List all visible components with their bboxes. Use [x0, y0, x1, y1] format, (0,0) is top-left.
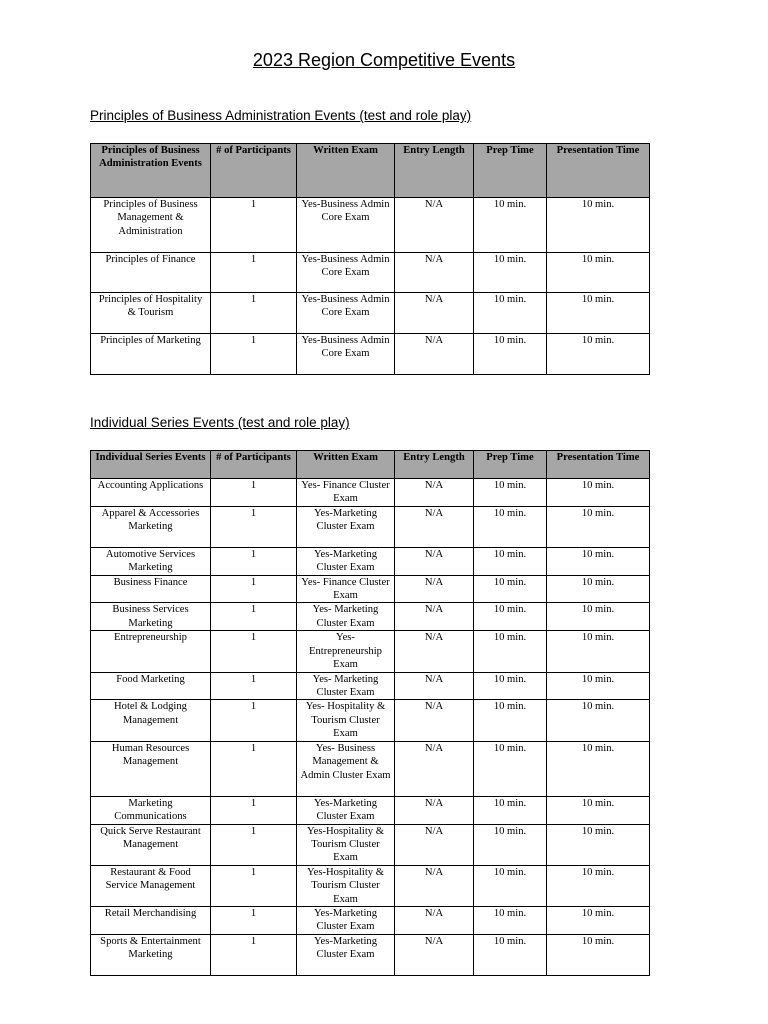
cell-entry-length: N/A: [395, 796, 474, 824]
cell-event-name: Business Services Marketing: [91, 603, 211, 631]
cell-entry-length: N/A: [395, 506, 474, 547]
cell-event-name: Principles of Marketing: [91, 334, 211, 375]
cell-written-exam: Yes-Marketing Cluster Exam: [297, 906, 395, 934]
cell-presentation-time: 10 min.: [547, 934, 650, 975]
cell-prep-time: 10 min.: [474, 547, 547, 575]
cell-participants: 1: [211, 198, 297, 253]
column-header-written-exam: Written Exam: [297, 451, 395, 479]
cell-prep-time: 10 min.: [474, 865, 547, 906]
cell-written-exam: Yes- Hospitality & Tourism Cluster Exam: [297, 700, 395, 741]
cell-written-exam: Yes- Finance Cluster Exam: [297, 575, 395, 603]
cell-prep-time: 10 min.: [474, 741, 547, 796]
cell-entry-length: N/A: [395, 700, 474, 741]
cell-written-exam: Yes-Marketing Cluster Exam: [297, 547, 395, 575]
cell-presentation-time: 10 min.: [547, 506, 650, 547]
cell-participants: 1: [211, 906, 297, 934]
cell-written-exam: Yes-Business Admin Core Exam: [297, 293, 395, 334]
cell-entry-length: N/A: [395, 631, 474, 672]
cell-prep-time: 10 min.: [474, 334, 547, 375]
cell-participants: 1: [211, 824, 297, 865]
cell-prep-time: 10 min.: [474, 631, 547, 672]
cell-prep-time: 10 min.: [474, 479, 547, 507]
table-row: [91, 934, 650, 975]
cell-event-name: Retail Merchandising: [91, 906, 211, 934]
column-header-presentation-time: Presentation Time: [547, 451, 650, 479]
header-row: [91, 144, 650, 198]
cell-prep-time: 10 min.: [474, 824, 547, 865]
cell-presentation-time: 10 min.: [547, 547, 650, 575]
cell-presentation-time: 10 min.: [547, 198, 650, 253]
cell-participants: 1: [211, 334, 297, 375]
cell-participants: 1: [211, 253, 297, 293]
cell-prep-time: 10 min.: [474, 934, 547, 975]
cell-participants: 1: [211, 293, 297, 334]
cell-entry-length: N/A: [395, 824, 474, 865]
cell-prep-time: 10 min.: [474, 198, 547, 253]
cell-presentation-time: 10 min.: [547, 603, 650, 631]
table-row: [91, 741, 650, 796]
cell-prep-time: 10 min.: [474, 506, 547, 547]
cell-event-name: Apparel & Accessories Marketing: [91, 506, 211, 547]
cell-event-name: Business Finance: [91, 575, 211, 603]
cell-event-name: Entrepreneurship: [91, 631, 211, 672]
cell-presentation-time: 10 min.: [547, 906, 650, 934]
cell-prep-time: 10 min.: [474, 293, 547, 334]
cell-written-exam: Yes-Marketing Cluster Exam: [297, 796, 395, 824]
table-row: [91, 547, 650, 575]
cell-event-name: Principles of Business Management & Administration: [91, 198, 211, 253]
column-header-written-exam: Written Exam: [297, 144, 395, 198]
table-row: [91, 700, 650, 741]
table-row: [91, 906, 650, 934]
cell-written-exam: Yes- Business Management & Admin Cluster Exam: [297, 741, 395, 796]
cell-written-exam: Yes- Marketing Cluster Exam: [297, 672, 395, 700]
table-row: [91, 865, 650, 906]
cell-written-exam: Yes- Finance Cluster Exam: [297, 479, 395, 507]
cell-event-name: Human Resources Management: [91, 741, 211, 796]
cell-written-exam: Yes-Business Admin Core Exam: [297, 334, 395, 375]
cell-prep-time: 10 min.: [474, 796, 547, 824]
table-row: [91, 479, 650, 507]
header-row: [91, 451, 650, 479]
cell-written-exam: Yes-Hospitality & Tourism Cluster Exam: [297, 824, 395, 865]
cell-event-name: Restaurant & Food Service Management: [91, 865, 211, 906]
section-title-business-admin: Principles of Business Administration Events (test and role play): [90, 108, 472, 123]
cell-entry-length: N/A: [395, 934, 474, 975]
cell-event-name: Quick Serve Restaurant Management: [91, 824, 211, 865]
cell-entry-length: N/A: [395, 293, 474, 334]
cell-entry-length: N/A: [395, 198, 474, 253]
cell-presentation-time: 10 min.: [547, 672, 650, 700]
cell-participants: 1: [211, 865, 297, 906]
column-header-participants: # of Participants: [211, 144, 297, 198]
column-header-event-name: Individual Series Events: [91, 451, 211, 479]
cell-written-exam: Yes-Entrepreneurship Exam: [297, 631, 395, 672]
cell-presentation-time: 10 min.: [547, 796, 650, 824]
table-row: [91, 253, 650, 293]
cell-presentation-time: 10 min.: [547, 334, 650, 375]
cell-presentation-time: 10 min.: [547, 253, 650, 293]
cell-prep-time: 10 min.: [474, 906, 547, 934]
cell-entry-length: N/A: [395, 603, 474, 631]
table-row: [91, 334, 650, 375]
business-admin-events-table: [90, 143, 650, 375]
cell-entry-length: N/A: [395, 672, 474, 700]
cell-prep-time: 10 min.: [474, 575, 547, 603]
cell-event-name: Food Marketing: [91, 672, 211, 700]
cell-written-exam: Yes-Hospitality & Tourism Cluster Exam: [297, 865, 395, 906]
cell-presentation-time: 10 min.: [547, 700, 650, 741]
section-title-individual-series: Individual Series Events (test and role play): [90, 415, 350, 430]
table-row: [91, 575, 650, 603]
cell-participants: 1: [211, 796, 297, 824]
cell-event-name: Accounting Applications: [91, 479, 211, 507]
column-header-prep-time: Prep Time: [474, 144, 547, 198]
cell-entry-length: N/A: [395, 479, 474, 507]
cell-participants: 1: [211, 672, 297, 700]
cell-participants: 1: [211, 479, 297, 507]
individual-series-events-table: [90, 450, 650, 976]
column-header-entry-length: Entry Length: [395, 451, 474, 479]
cell-event-name: Sports & Entertainment Marketing: [91, 934, 211, 975]
column-header-event-name: Principles of Business Administration Events: [91, 144, 211, 198]
cell-participants: 1: [211, 547, 297, 575]
table-row: [91, 603, 650, 631]
cell-entry-length: N/A: [395, 334, 474, 375]
cell-presentation-time: 10 min.: [547, 865, 650, 906]
cell-participants: 1: [211, 934, 297, 975]
cell-presentation-time: 10 min.: [547, 741, 650, 796]
cell-written-exam: Yes-Marketing Cluster Exam: [297, 934, 395, 975]
column-header-prep-time: Prep Time: [474, 451, 547, 479]
cell-event-name: Principles of Hospitality & Tourism: [91, 293, 211, 334]
cell-participants: 1: [211, 575, 297, 603]
cell-entry-length: N/A: [395, 253, 474, 293]
cell-entry-length: N/A: [395, 575, 474, 603]
cell-presentation-time: 10 min.: [547, 575, 650, 603]
cell-presentation-time: 10 min.: [547, 293, 650, 334]
table-row: [91, 293, 650, 334]
cell-participants: 1: [211, 506, 297, 547]
cell-participants: 1: [211, 741, 297, 796]
column-header-presentation-time: Presentation Time: [547, 144, 650, 198]
cell-prep-time: 10 min.: [474, 700, 547, 741]
table-row: [91, 796, 650, 824]
cell-entry-length: N/A: [395, 865, 474, 906]
cell-prep-time: 10 min.: [474, 253, 547, 293]
cell-prep-time: 10 min.: [474, 672, 547, 700]
cell-event-name: Principles of Finance: [91, 253, 211, 293]
table-row: [91, 506, 650, 547]
table-row: [91, 824, 650, 865]
cell-entry-length: N/A: [395, 547, 474, 575]
cell-entry-length: N/A: [395, 741, 474, 796]
table-row: [91, 198, 650, 253]
cell-prep-time: 10 min.: [474, 603, 547, 631]
column-header-participants: # of Participants: [211, 451, 297, 479]
cell-event-name: Marketing Communications: [91, 796, 211, 824]
cell-presentation-time: 10 min.: [547, 631, 650, 672]
cell-entry-length: N/A: [395, 906, 474, 934]
table-row: [91, 631, 650, 672]
cell-written-exam: Yes- Marketing Cluster Exam: [297, 603, 395, 631]
cell-event-name: Hotel & Lodging Management: [91, 700, 211, 741]
cell-participants: 1: [211, 700, 297, 741]
cell-presentation-time: 10 min.: [547, 824, 650, 865]
cell-participants: 1: [211, 631, 297, 672]
table-row: [91, 672, 650, 700]
cell-participants: 1: [211, 603, 297, 631]
cell-written-exam: Yes-Business Admin Core Exam: [297, 198, 395, 253]
cell-presentation-time: 10 min.: [547, 479, 650, 507]
document-title: 2023 Region Competitive Events: [252, 50, 516, 70]
cell-event-name: Automotive Services Marketing: [91, 547, 211, 575]
column-header-entry-length: Entry Length: [395, 144, 474, 198]
cell-written-exam: Yes-Marketing Cluster Exam: [297, 506, 395, 547]
cell-written-exam: Yes-Business Admin Core Exam: [297, 253, 395, 293]
